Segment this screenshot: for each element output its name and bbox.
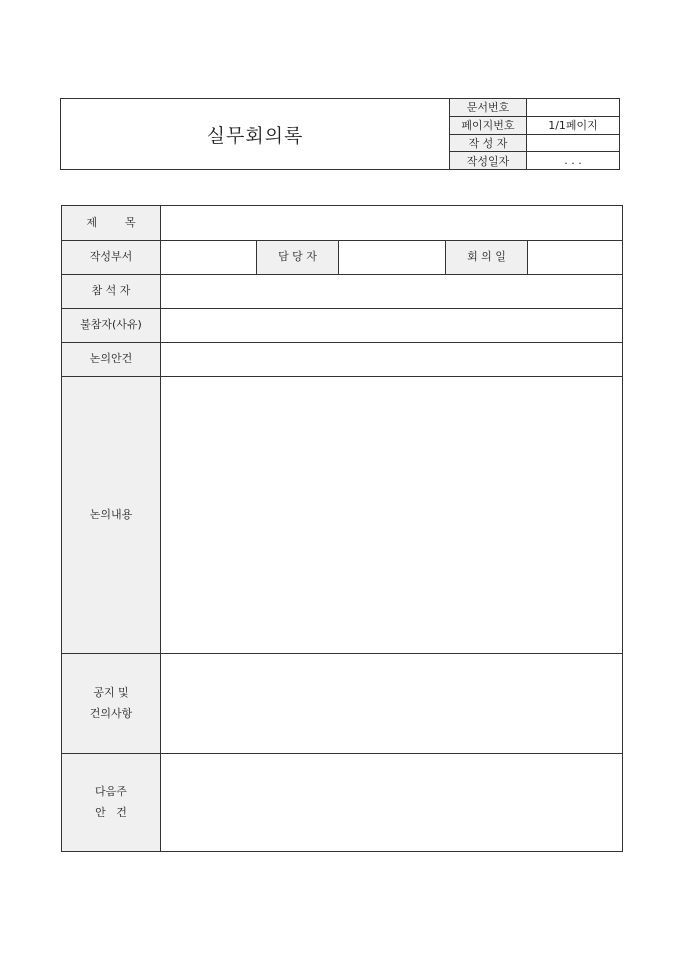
next-agenda-label-line-1: 다음주 [95,784,127,798]
meta-row-doc-number [450,99,619,116]
row-notice [62,654,623,754]
notice-field[interactable] [161,654,623,754]
attendees-field[interactable] [161,275,623,309]
row-next-agenda [62,754,623,852]
next-agenda-field[interactable] [161,754,623,852]
meta-row-date [450,151,619,169]
meeting-date-field[interactable] [528,241,623,275]
absentees-label: 불참자(사유) [62,309,161,343]
row-dept [62,241,623,275]
manager-field[interactable] [339,241,446,275]
doc-number-field[interactable] [527,99,619,116]
dept-label: 작성부서 [62,241,161,275]
page-number-value: 1/1페이지 [548,119,598,133]
attendees-label: 참 석 자 [62,275,161,309]
notice-label-line-2: 건의사항 [89,706,133,720]
date-field[interactable]: . . . [564,154,582,168]
row-absentees [62,309,623,343]
next-agenda-label-line-2: 안 건 [95,805,127,819]
meta-row-page-number [450,116,619,134]
meta-row-author [450,134,619,152]
author-field[interactable] [527,135,619,152]
agenda-label: 논의안건 [62,343,161,377]
meta-label: 페이지번호 [450,117,527,134]
subject-field[interactable] [161,206,623,241]
dept-field[interactable] [161,241,257,275]
manager-label: 담 당 자 [257,241,339,275]
absentees-field[interactable] [161,309,623,343]
meta-label: 작 성 자 [450,135,527,152]
row-agenda [62,343,623,377]
notice-label [62,654,161,754]
row-content [62,377,623,654]
document-header [60,98,620,170]
meeting-date-label: 회 의 일 [446,241,528,275]
notice-label-line-1: 공지 및 [93,685,129,699]
row-subject [62,206,623,241]
meta-label: 문서번호 [450,99,527,116]
agenda-field[interactable] [161,343,623,377]
next-agenda-label [62,754,161,852]
minutes-form [61,205,623,852]
document-meta [450,99,619,169]
content-field[interactable] [161,377,623,654]
row-attendees [62,275,623,309]
content-label: 논의내용 [62,377,161,654]
subject-label: 제 목 [62,206,161,241]
document-title: 실무회의록 [61,99,450,169]
meta-label: 작성일자 [450,152,527,169]
